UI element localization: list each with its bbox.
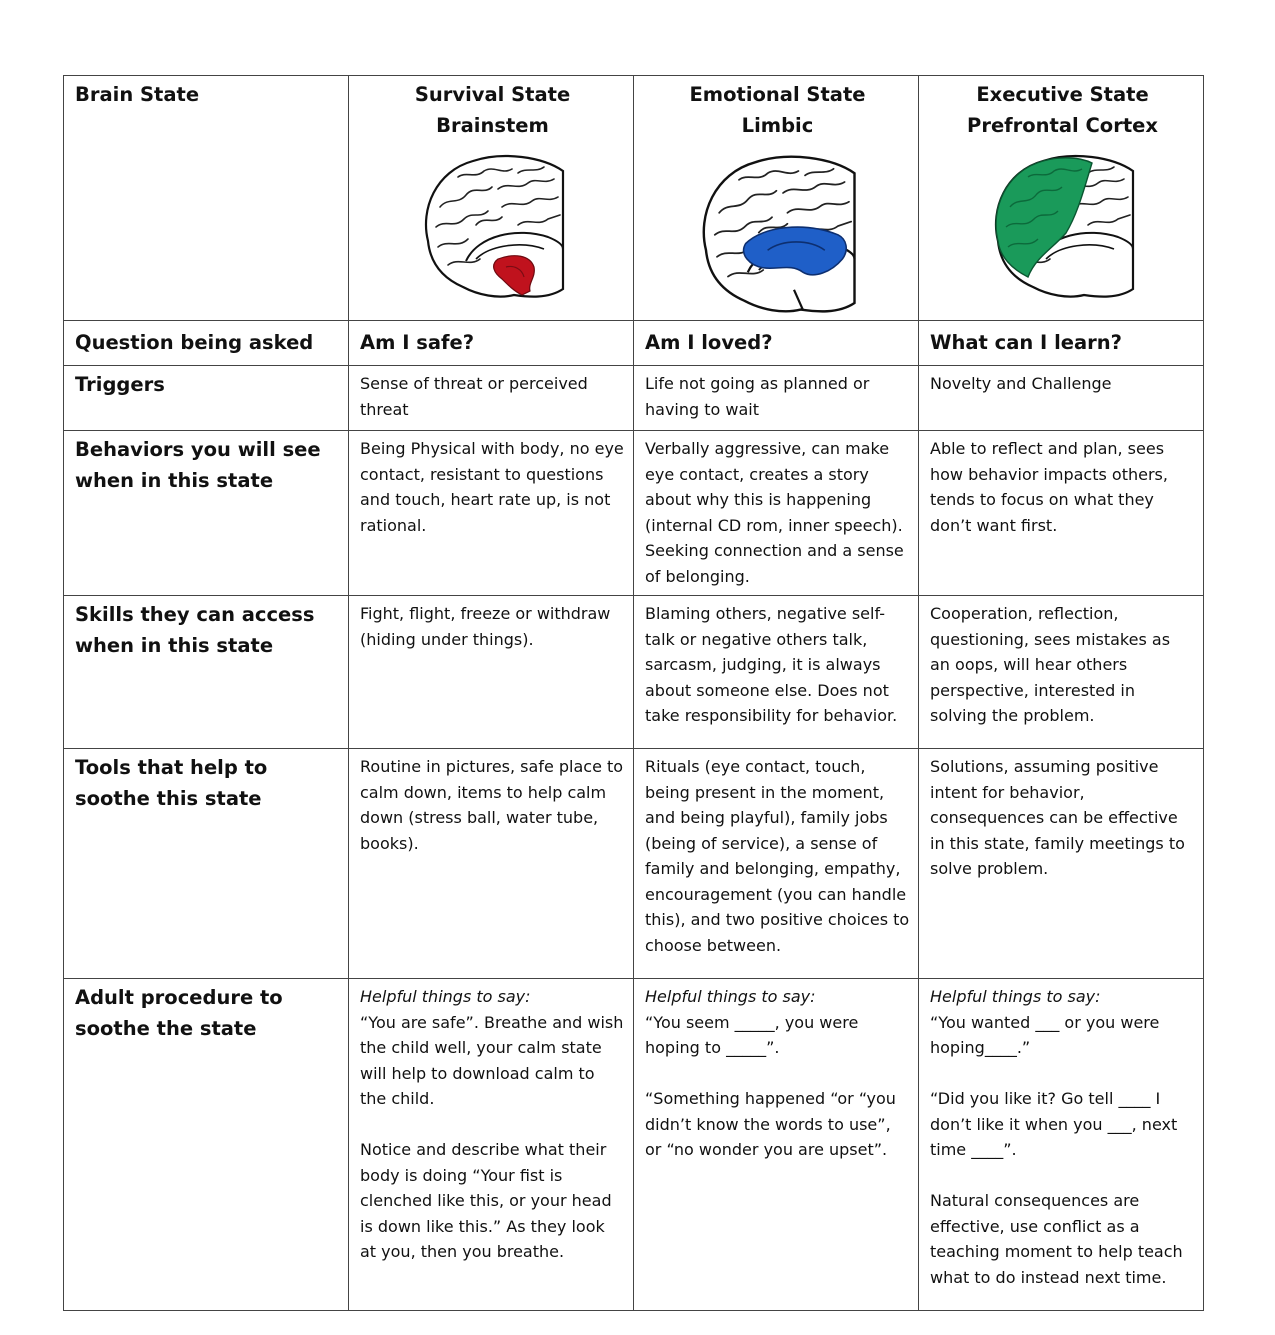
- question-emotional: Am I loved?: [634, 321, 919, 366]
- executive-state-title: Executive State: [976, 83, 1149, 106]
- question-executive: What can I learn?: [919, 321, 1204, 366]
- executive-state-header: [919, 76, 1204, 321]
- behaviors-row: [64, 431, 1204, 596]
- survival-state-title: Survival State: [414, 83, 571, 106]
- triggers-label: Triggers: [64, 366, 349, 431]
- tools-emotional: Rituals (eye contact, touch, being present in the moment, and being playful), family jobs (being of service), a sense of family and belonging, empathy, encouragement (you can handle this), and two positive choices to choose between.: [634, 749, 919, 979]
- triggers-survival: Sense of threat or perceived threat: [349, 366, 634, 431]
- adult-executive-para-2: “Did you like it? Go tell ____ I don’t like it when you ___, next time ____”.: [930, 1089, 1178, 1159]
- survival-state-subtitle: Brainstem: [436, 114, 549, 137]
- brain-limbic-icon: [695, 149, 860, 314]
- paragraph-gap: [360, 1112, 625, 1138]
- brain-state-label: Brain State: [64, 76, 349, 321]
- paragraph-gap: [645, 1061, 910, 1087]
- behaviors-label: Behaviors you will see when in this state: [64, 431, 349, 596]
- tools-label: Tools that help to soothe this state: [64, 749, 349, 979]
- skills-emotional: Blaming others, negative self-talk or negative others talk, sarcasm, judging, it is always about someone else. Does not take responsibility for behavior.: [634, 596, 919, 749]
- behaviors-emotional: Verbally aggressive, can make eye contact, creates a story about why this is happening (internal CD rom, inner speech). Seeking connection and a sense of belonging.: [634, 431, 919, 596]
- brain-state-table: [63, 75, 1204, 1311]
- question-row: [64, 321, 1204, 366]
- adult-executive-para-3: Natural consequences are effective, use conflict as a teaching moment to help teach what to do instead next time.: [930, 1191, 1183, 1287]
- skills-label: Skills they can access when in this state: [64, 596, 349, 749]
- paragraph-gap: [930, 1061, 1195, 1087]
- paragraph-gap: [930, 1163, 1195, 1189]
- question-label: Question being asked: [64, 321, 349, 366]
- adult-procedure-emotional: [634, 979, 919, 1311]
- adult-emotional-para-2: “Something happened “or “you didn’t know the words to use”, or “no wonder you are upset”.: [645, 1089, 896, 1159]
- triggers-row: [64, 366, 1204, 431]
- helpful-things-heading: Helpful things to say:: [930, 987, 1101, 1006]
- skills-survival: Fight, flight, freeze or withdraw (hiding under things).: [349, 596, 634, 749]
- adult-emotional-para-1: “You seem _____, you were hoping to _____”.: [645, 1012, 859, 1057]
- emotional-state-subtitle: Limbic: [741, 114, 814, 137]
- adult-survival-para-2: Notice and describe what their body is doing “Your fist is clenched like this, or your head is down like this.” As they look at you, then you breathe.: [360, 1140, 612, 1261]
- skills-row: [64, 596, 1204, 749]
- brain-prefrontal-icon: [988, 149, 1138, 299]
- behaviors-survival: Being Physical with body, no eye contact, resistant to questions and touch, heart rate up, is not rational.: [349, 431, 634, 596]
- triggers-executive: Novelty and Challenge: [919, 366, 1204, 431]
- adult-procedure-executive: [919, 979, 1204, 1311]
- executive-state-subtitle: Prefrontal Cortex: [967, 114, 1158, 137]
- emotional-state-title: Emotional State: [689, 83, 866, 106]
- emotional-state-header: [634, 76, 919, 321]
- survival-state-header: [349, 76, 634, 321]
- header-row: [64, 76, 1204, 321]
- question-survival: Am I safe?: [349, 321, 634, 366]
- tools-executive: Solutions, assuming positive intent for behavior, consequences can be effective in this state, family meetings to solve problem.: [919, 749, 1204, 979]
- adult-procedure-label: Adult procedure to soothe the state: [64, 979, 349, 1311]
- tools-row: [64, 749, 1204, 979]
- brain-brainstem-icon: [418, 149, 568, 299]
- adult-survival-para-1: “You are safe”. Breathe and wish the child well, your calm state will help to download calm to the child.: [360, 1012, 624, 1108]
- helpful-things-heading: Helpful things to say:: [360, 987, 531, 1006]
- adult-procedure-row: [64, 979, 1204, 1311]
- triggers-emotional: Life not going as planned or having to wait: [634, 366, 919, 431]
- behaviors-executive: Able to reflect and plan, sees how behavior impacts others, tends to focus on what they don’t want first.: [919, 431, 1204, 596]
- adult-procedure-survival: [349, 979, 634, 1311]
- tools-survival: Routine in pictures, safe place to calm down, items to help calm down (stress ball, water tube, books).: [349, 749, 634, 979]
- skills-executive: Cooperation, reflection, questioning, sees mistakes as an oops, will hear others perspective, interested in solving the problem.: [919, 596, 1204, 749]
- helpful-things-heading: Helpful things to say:: [645, 987, 816, 1006]
- adult-executive-para-1: “You wanted ___ or you were hoping____.”: [930, 1012, 1160, 1057]
